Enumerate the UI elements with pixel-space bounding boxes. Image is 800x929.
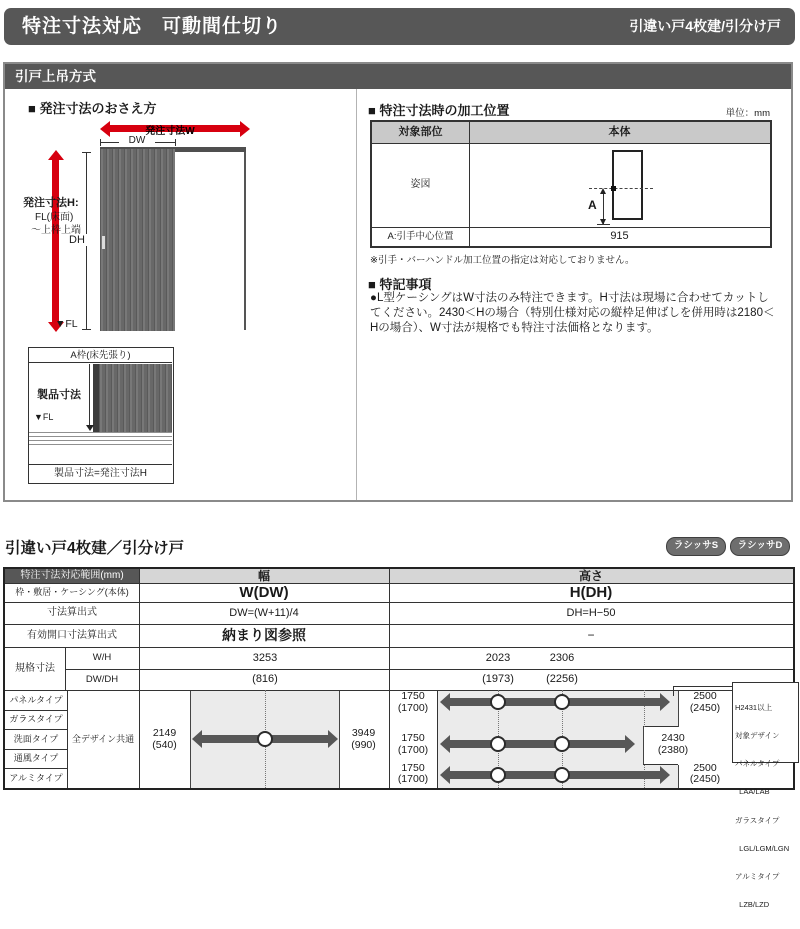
inset-dim-arrowhead (86, 425, 94, 431)
dw-tick-left (100, 139, 101, 146)
h2-min-sub: (1700) (397, 744, 429, 756)
inset-header: A枠(床先張り) (29, 348, 172, 363)
note-line: 対象デザイン (735, 731, 780, 741)
height-band1-min (389, 686, 437, 718)
standard-label: 規格寸法 (15, 663, 55, 674)
hanging-method-section (3, 62, 793, 502)
type-row-panel: パネルタイプ (9, 695, 63, 705)
figure-door-outline (612, 150, 643, 220)
grid-line (65, 669, 793, 670)
height-band3-min (389, 761, 437, 787)
height-band2-min (389, 728, 437, 760)
width-range-min (139, 690, 190, 788)
height-band2-arrow (450, 740, 625, 748)
dh-tick-top (82, 152, 91, 153)
figure-a-bottom-tick (597, 224, 610, 225)
height-band1-marker (490, 694, 506, 710)
frame-row-height: H(DH) (569, 584, 613, 601)
dotted-ref-line (644, 690, 645, 727)
col-body-header: 本体 (608, 126, 631, 138)
a-position-label: A:引手中心位置 (387, 231, 454, 242)
width-max: 3949 (351, 727, 376, 739)
a-frame-inset (28, 347, 174, 484)
h1-min: 1750 (401, 690, 425, 702)
section2-title: 引違い戸4枚建／引分け戸 (5, 540, 185, 557)
height-column-header: 高さ (578, 569, 603, 583)
type-row-washroom: 洗面タイプ (13, 734, 59, 744)
note-line: LGL/LGM/LGN (735, 843, 790, 853)
height-band3-marker (554, 767, 570, 783)
shade-step-line (643, 726, 678, 727)
standard-height-wh-b: 2306 (549, 652, 575, 664)
machining-heading: ■ 特注寸法時の加工位置 (368, 103, 510, 118)
width-range-max (338, 690, 389, 788)
standard-sub-dwdh: DW/DH (85, 674, 119, 685)
common-design-cell: 全デザイン共通 (71, 734, 135, 744)
opening-row-height: − (587, 628, 595, 642)
figure-row-label: 姿図 (410, 179, 431, 190)
order-height-arrow (52, 160, 59, 322)
ordering-dim-heading: ■ 発注寸法のおさえ方 (28, 101, 157, 116)
standard-width-dwdh: (816) (252, 673, 278, 685)
col-part-header: 対象部位 (398, 126, 443, 138)
figure-a-arrow-up (600, 188, 606, 194)
machining-note: ※引手・バーハンドル加工位置の指定は対応しておりません。 (370, 255, 635, 266)
formula-row-height: DH=H−50 (566, 607, 616, 619)
section-header: 引戸上吊方式 (5, 64, 791, 89)
figure-a-label: A (588, 198, 597, 212)
right-frame (244, 152, 246, 330)
figure-center-dashed-line (589, 188, 653, 189)
height-band2-marker (490, 736, 506, 752)
top-title-bar (4, 8, 795, 45)
h1-max-sub: (2450) (689, 702, 721, 714)
page-subtitle: 引違い戸4枚建/引分け戸 (629, 18, 781, 34)
width-min: 2149 (152, 727, 177, 739)
note-leader-tick (673, 686, 674, 696)
note-line: ガラスタイプ (735, 815, 780, 825)
width-max-sub: (990) (351, 739, 376, 751)
h2-min: 1750 (401, 732, 425, 744)
standard-height-dwdh-b: (2256) (546, 673, 578, 685)
h2431-note-box (732, 682, 799, 910)
special-notes-body: ●L型ケーシングはW寸法のみ特注できます。H寸法は現場に合わせてカットしてください。2430＜Hの場合（特別仕様対応の縦枠足伸ばしを併用時は2180＜Hの場合）、W寸法が規格でも特注寸法価格となります。 (370, 292, 775, 334)
h1-min-sub: (1700) (397, 702, 429, 714)
note-line: LZB/LZD (735, 900, 770, 910)
order-height-label: 発注寸法H: (23, 197, 79, 209)
h3-max: 2500 (693, 762, 717, 774)
figure-handle-mark (611, 186, 616, 191)
note-line: H2431以上 (735, 702, 773, 712)
order-height-sub1: FL(床面) (35, 212, 74, 223)
h3-min: 1750 (401, 762, 425, 774)
machining-table (370, 120, 772, 248)
order-height-sub2: ～上枠上端 (31, 225, 81, 236)
note-line: アルミタイプ (735, 872, 780, 882)
height-band3-marker (490, 767, 506, 783)
dh-tick-bottom (82, 329, 91, 330)
opening-row-width: 納まり図参照 (222, 627, 306, 643)
fl-label: ▼FL (55, 318, 78, 330)
frame-row-label: 枠・敷居・ケーシング(本体) (15, 587, 129, 597)
dh-label: DH (69, 234, 85, 246)
height-band3-max (673, 761, 737, 787)
standard-height-wh-a: 2023 (485, 652, 511, 664)
lasissa-d-button[interactable]: ラシッサD (730, 537, 790, 556)
type-row-ventilation: 通風タイプ (13, 753, 59, 763)
standard-height-dwdh-a: (1973) (482, 673, 514, 685)
formula-row-label: 寸法算出式 (47, 607, 97, 618)
inset-dim-line (89, 364, 90, 426)
inset-door-panel (99, 364, 172, 432)
width-min-sub: (540) (152, 739, 177, 751)
note-leader-line (673, 686, 732, 687)
h2-max: 2430 (661, 732, 685, 744)
column-divider (356, 89, 357, 500)
formula-row-width: DW=(W+11)/4 (229, 607, 299, 619)
grid-line (437, 690, 438, 788)
width-column-header: 幅 (257, 569, 270, 583)
inset-fl-label: ▼FL (34, 412, 54, 422)
h2-max-sub: (2380) (657, 744, 689, 756)
order-width-label: 発注寸法W (145, 126, 195, 137)
height-band1-max (673, 686, 737, 718)
height-band2-marker (554, 736, 570, 752)
h3-max-sub: (2450) (689, 773, 721, 785)
dimension-table (3, 567, 795, 910)
type-row-aluminum: アルミタイプ (9, 773, 63, 783)
h3-min-sub: (1700) (397, 773, 429, 785)
frame-row-width: W(DW) (239, 584, 289, 601)
special-notes-heading: ■ 特記事項 (368, 277, 432, 292)
corner-header: 特注寸法対応範囲(mm) (20, 570, 124, 581)
opening-row-label: 有効開口寸法算出式 (27, 630, 117, 641)
note-line: パネルタイプ (735, 759, 780, 769)
width-standard-marker (257, 731, 273, 747)
unit-label: 単位：mm (725, 108, 770, 119)
dw-tick-right (175, 139, 176, 146)
standard-sub-wh: W/H (92, 652, 112, 663)
dw-label: DW (119, 135, 155, 146)
inset-floor-lines (29, 432, 172, 446)
h1-max: 2500 (693, 690, 717, 702)
inset-caption: 製品寸法=発注寸法H (29, 464, 172, 482)
note-line: LAA/LAB (735, 787, 770, 797)
type-row-glass: ガラスタイプ (9, 714, 63, 724)
page-title: 特注寸法対応 可動間仕切り (22, 16, 283, 37)
standard-width-wh: 3253 (252, 652, 278, 664)
lasissa-s-button[interactable]: ラシッサS (666, 537, 726, 556)
inset-product-dim-label: 製品寸法 (37, 389, 81, 401)
door-handle (102, 236, 105, 249)
height-band2-max (641, 728, 705, 760)
a-position-value: 915 (610, 230, 629, 242)
height-band1-marker (554, 694, 570, 710)
door-panel (100, 149, 175, 331)
